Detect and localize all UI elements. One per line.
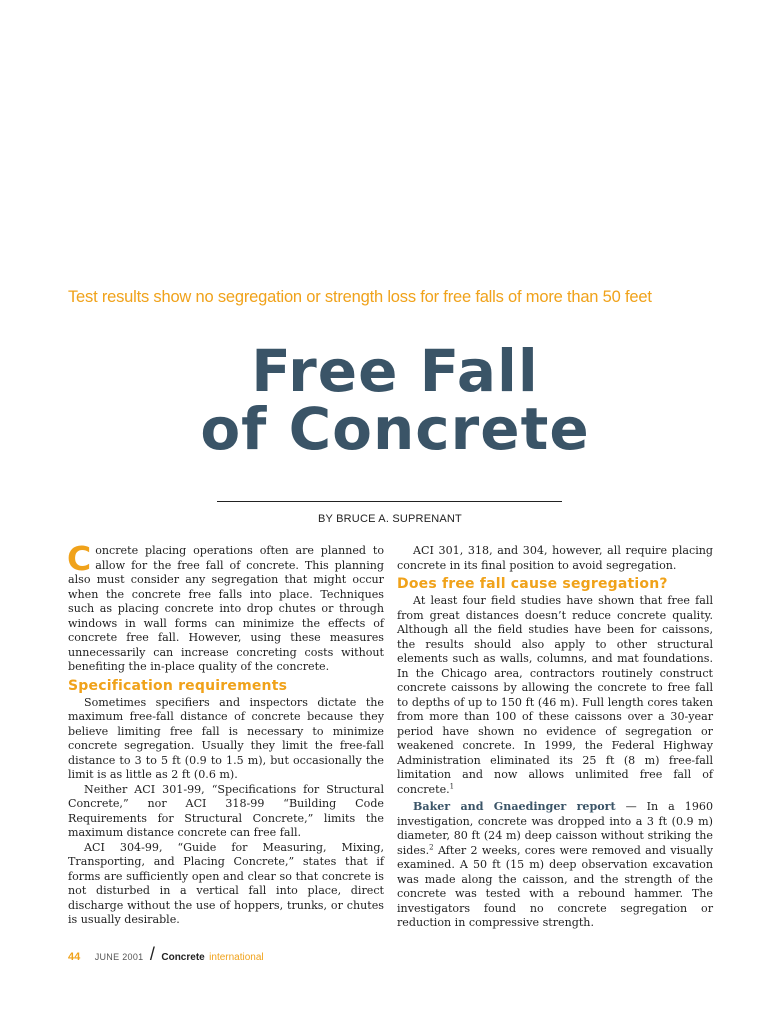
heading-segregation: Does free fall cause segregation? bbox=[397, 576, 668, 592]
magazine-name-concrete: Concrete bbox=[161, 952, 205, 963]
paragraph-text: After 2 weeks, cores were removed and visually examined. A 50 ft (15 m) deep observation excavation was made along the caisson, and the strength of the concrete was tested with a rebound hammer. The investigators found no concrete segregation or reduction in compressive strength. bbox=[397, 843, 713, 929]
magazine-name-international: international bbox=[209, 952, 264, 963]
paragraph-text: At least four field studies have shown that free fall from great distances doesn’t reduce concrete quality. Although all the field studies have been for caissons, the results should also apply to other structural elements such as walls, columns, and mat foundations. In the Chicago area, contractors routinely construct concrete caissons by allowing the concrete to free fall to depths of up to 150 ft (46 m). Full length cores taken from more than 100 of these caissons over a 30-year period have shown no evidence of segregation or weakened concrete. In 1999, the Federal Highway Administration eliminated its 25 ft (8 m) free-fall limitation and now allows unlimited free fall of concrete. bbox=[397, 594, 713, 796]
author-byline: BY BRUCE A. SUPRENANT bbox=[318, 513, 462, 525]
intro-text: oncrete placing operations often are planned to allow for the free fall of concrete. This planning also must consider any segregation that might occur when the concrete free falls into place. Techniques such as placing concrete into drop chutes or through windows in wall forms can minimize the effects of concrete free fall. However, using these measures unnecessarily can increase concreting costs without benefiting the in-place quality of the concrete. bbox=[68, 544, 384, 673]
paragraph: ACI 301, 318, and 304, however, all require placing concrete in its final position to avoid segregation. bbox=[397, 544, 713, 572]
left-column bbox=[67, 539, 384, 928]
article-title-line-1: Free Fall bbox=[251, 337, 539, 405]
right-column bbox=[397, 544, 713, 931]
paragraph bbox=[397, 594, 713, 797]
drop-cap: C bbox=[67, 539, 92, 578]
heading-specification-requirements: Specification requirements bbox=[68, 677, 288, 694]
footnote-ref-2: 2 bbox=[429, 842, 434, 851]
run-in-heading-baker-gnaedinger: Baker and Gnaedinger report bbox=[413, 800, 616, 813]
paragraph bbox=[397, 800, 713, 931]
footer-slash: / bbox=[149, 944, 155, 964]
page-footer bbox=[68, 944, 264, 964]
paragraph: Neither ACI 301-99, “Specifications for Structural Concrete,” nor ACI 318-99 “Building Code Requirements for Structural Concrete,” limits the maximum distance concrete can free fall. bbox=[68, 782, 384, 839]
article-subtitle: Test results show no segregation or strength loss for free falls of more than 50 feet bbox=[68, 288, 652, 306]
page-number: 44 bbox=[68, 951, 81, 963]
title-divider bbox=[217, 501, 562, 502]
paragraph: Sometimes specifiers and inspectors dictate the maximum free-fall distance of concrete because they believe limiting free fall is necessary to minimize concrete segregation. Usually they limit the free-fall distance to 3 to 5 ft (0.9 to 1.5 m), but occasionally the limit is as little as 2 ft (0.6 m). bbox=[68, 695, 384, 781]
issue-date: JUNE 2001 bbox=[94, 952, 144, 962]
intro-paragraph bbox=[67, 539, 384, 675]
article-title-line-2: of Concrete bbox=[200, 395, 590, 463]
paragraph: ACI 304-99, “Guide for Measuring, Mixing, Transporting, and Placing Concrete,” states that if forms are sufficiently open and clear so that concrete is not disturbed in a vertical fall into place, direct discharge without the use of hoppers, trunks, or chutes is usually desirable. bbox=[68, 840, 384, 926]
paragraph-text: — In a 1960 investigation, concrete was dropped into a 3 ft (0.9 m) diameter, 80 ft (24 m) deep caisson without striking the sides. bbox=[397, 800, 714, 857]
footnote-ref-1: 1 bbox=[449, 781, 455, 790]
